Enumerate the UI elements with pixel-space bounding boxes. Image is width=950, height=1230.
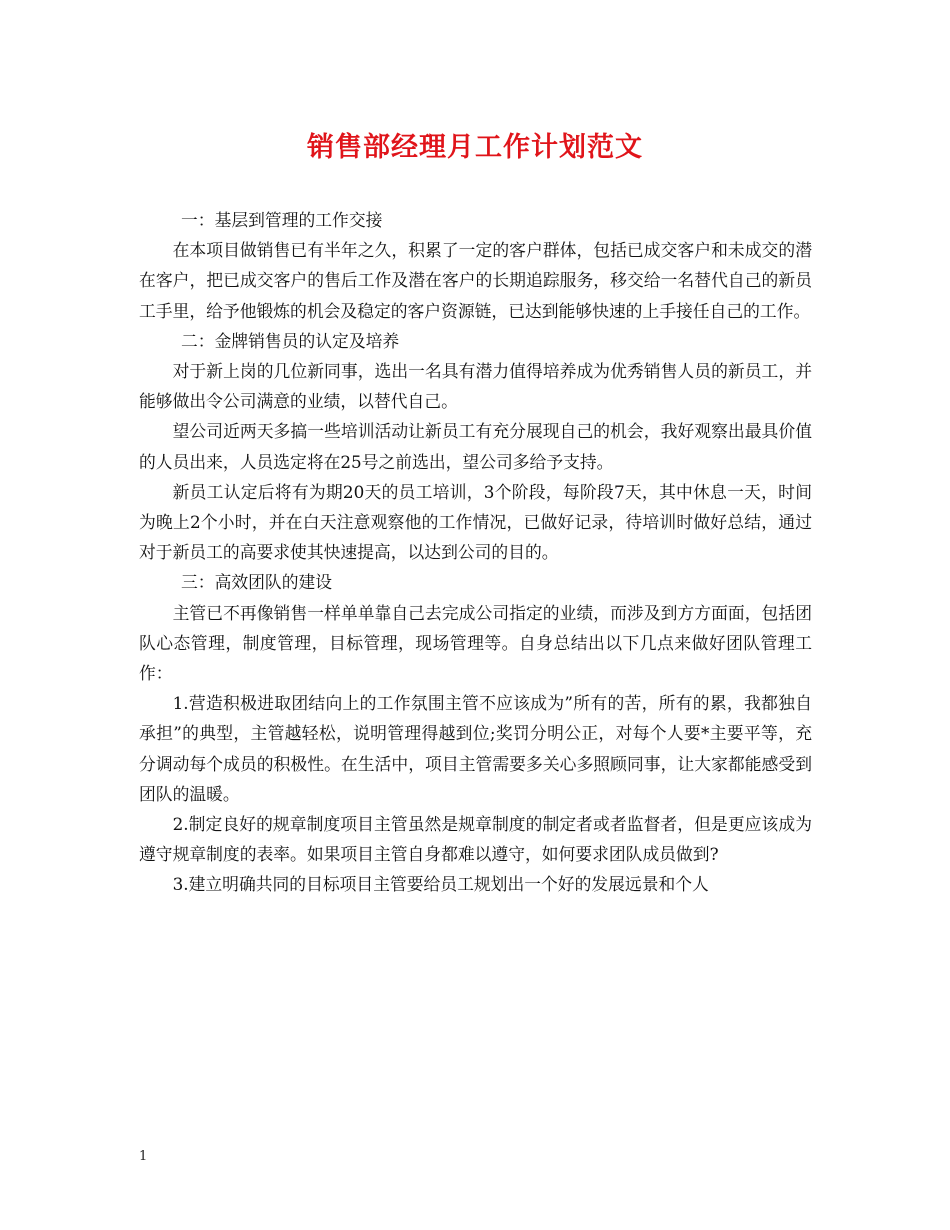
- paragraph: 对于新上岗的几位新同事，选出一名具有潜力值得培养成为优秀销售人员的新员工，并能够做出令公司满意的业绩，以替代自己。: [139, 361, 812, 412]
- section-heading-1: 一：基层到管理的工作交接: [181, 210, 383, 230]
- section-heading-3: 三：高效团队的建设: [181, 572, 333, 593]
- paragraph: 在本项目做销售已有半年之久，积累了一定的客户群体，包括已成交客户和未成交的潜在客户，把已成交客户的售后工作及潜在客户的长期追踪服务，移交给一名替代自己的新员工手里，给予他锻炼的机会及稳定的客户资源链，已达到能够快速的上手接任自己的工作。: [139, 240, 812, 321]
- paragraph: 望公司近两天多搞一些培训活动让新员工有充分展现自己的机会，我好观察出最具价值的人员出来，人员选定将在25号之前选出，望公司多给予支持。: [139, 421, 812, 472]
- document-body: [139, 205, 812, 900]
- document-title: 销售部经理月工作计划范文: [307, 132, 643, 163]
- page-number: 1: [139, 1149, 148, 1164]
- section-heading-2: 二：金牌销售员的认定及培养: [181, 330, 400, 351]
- paragraph: 2.制定良好的规章制度项目主管虽然是规章制度的制定者或者监督者，但是更应该成为遵守规章制度的表率。如果项目主管自身都难以遵守，如何要求团队成员做到?: [139, 814, 812, 865]
- paragraph: 1.营造积极进取团结向上的工作氛围主管不应该成为”所有的苦，所有的累，我都独自承担”的典型，主管越轻松，说明管理得越到位;奖罚分明公正，对每个人要*主要平等，充分调动每个成员的积极性。在生活中，项目主管需要多关心多照顾同事，让大家都能感受到团队的温暖。: [139, 693, 812, 804]
- paragraph: 新员工认定后将有为期20天的员工培训，3个阶段，每阶段7天，其中休息一天，时间为晚上2个小时，并在白天注意观察他的工作情况，已做好记录，待培训时做好总结，通过对于新员工的高要求使其快速提高，以达到公司的目的。: [139, 481, 812, 563]
- paragraph: 3.建立明确共同的目标项目主管要给员工规划出一个好的发展远景和个人: [172, 874, 709, 895]
- paragraph: 主管已不再像销售一样单单靠自己去完成公司指定的业绩，而涉及到方方面面，包括团队心态管理，制度管理，目标管理，现场管理等。自身总结出以下几点来做好团队管理工作：: [139, 602, 812, 684]
